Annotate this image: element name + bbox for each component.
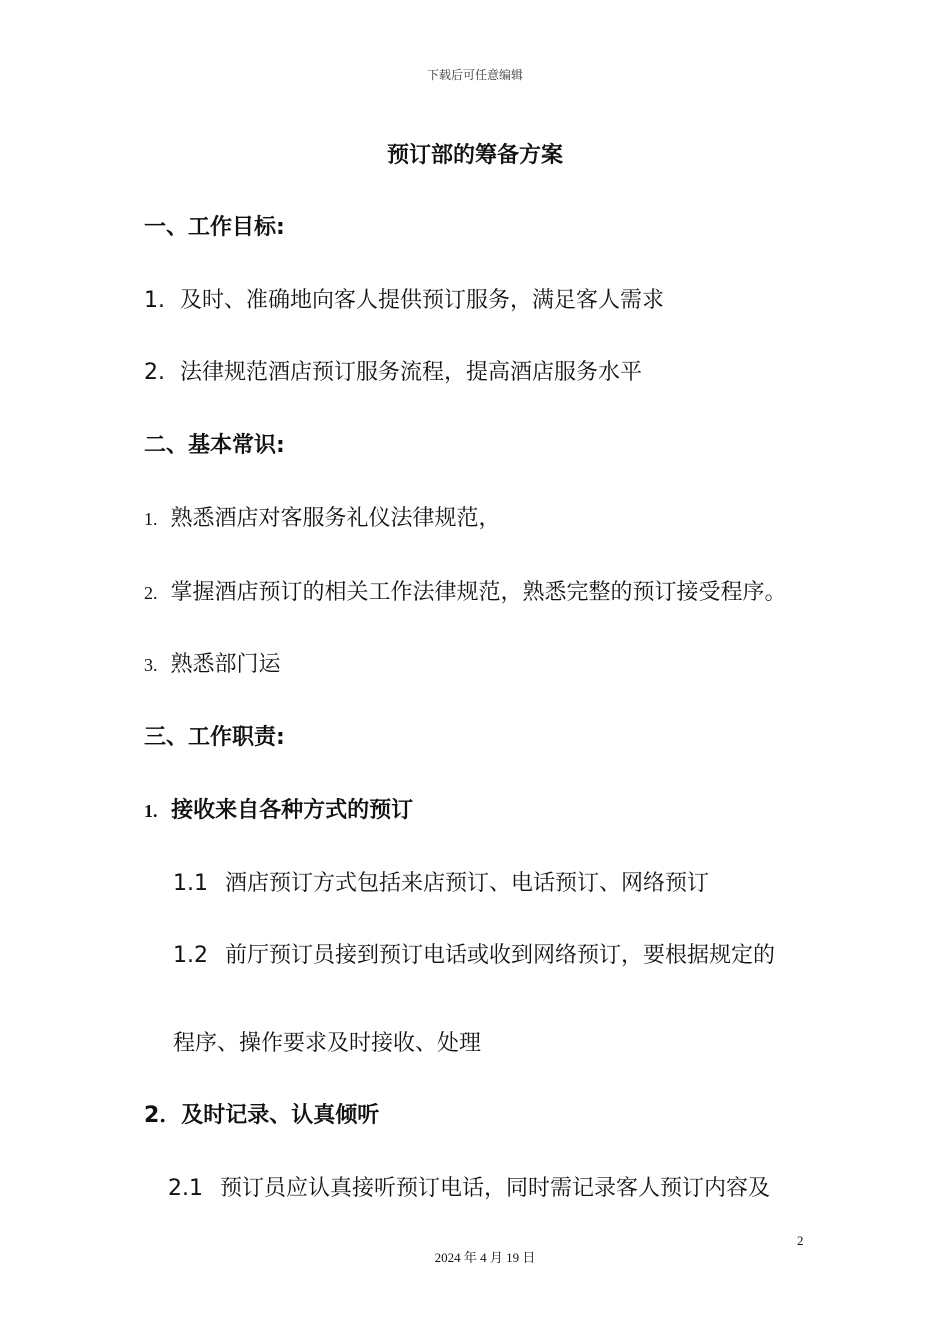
list-item [173,938,775,969]
list-item-continuation: 程序、操作要求及时接收、处理 [173,1031,482,1056]
section-heading-goals: 一、工作目标: [144,215,285,240]
subsection-number: 1. [144,801,158,821]
item-number: 1. [144,288,165,313]
item-text: 前厅预订员接到预订电话或收到网络预订，要根据规定的 [225,943,776,968]
page-header-note: 下载后可任意编辑 [426,68,523,82]
list-item [144,283,664,314]
section-heading-duties: 三、工作职责: [144,725,285,750]
list-item [144,647,281,678]
item-number: 1.1 [173,871,208,896]
list-item [168,1171,770,1202]
section-heading-basics: 二、基本常识: [144,433,285,458]
item-text: 及时、准确地向客人提供预订服务，满足客人需求 [180,288,665,313]
item-text: 预订员应认真接听预订电话，同时需记录客人预订内容及 [220,1176,771,1201]
list-item [144,575,787,606]
item-number: 2.1 [168,1176,203,1201]
list-item [144,355,642,386]
item-text: 熟悉酒店对客服务礼仪法律规范， [170,506,501,531]
item-number: 1. [144,509,158,529]
item-number: 1.2 [173,943,208,968]
subsection-heading [144,793,413,824]
subsection-heading: 2．及时记录、认真倾听 [144,1103,380,1128]
item-text: 熟悉部门运 [170,652,281,677]
item-number: 2. [144,360,165,385]
item-text: 掌握酒店预订的相关工作法律规范，熟悉完整的预订接受程序。 [170,580,787,605]
subsection-title: 接收来自各种方式的预订 [171,798,414,823]
footer-date: 2024 年 4 月 19 日 [434,1250,536,1265]
page-number: 2 [797,1233,804,1248]
item-number: 2. [144,583,158,603]
item-number: 3. [144,655,158,675]
item-text: 法律规范酒店预订服务流程，提高酒店服务水平 [180,360,643,385]
item-text: 酒店预订方式包括来店预订、电话预订、网络预订 [225,871,710,896]
list-item [173,866,709,897]
document-title: 预订部的筹备方案 [386,143,563,168]
list-item [144,501,501,532]
